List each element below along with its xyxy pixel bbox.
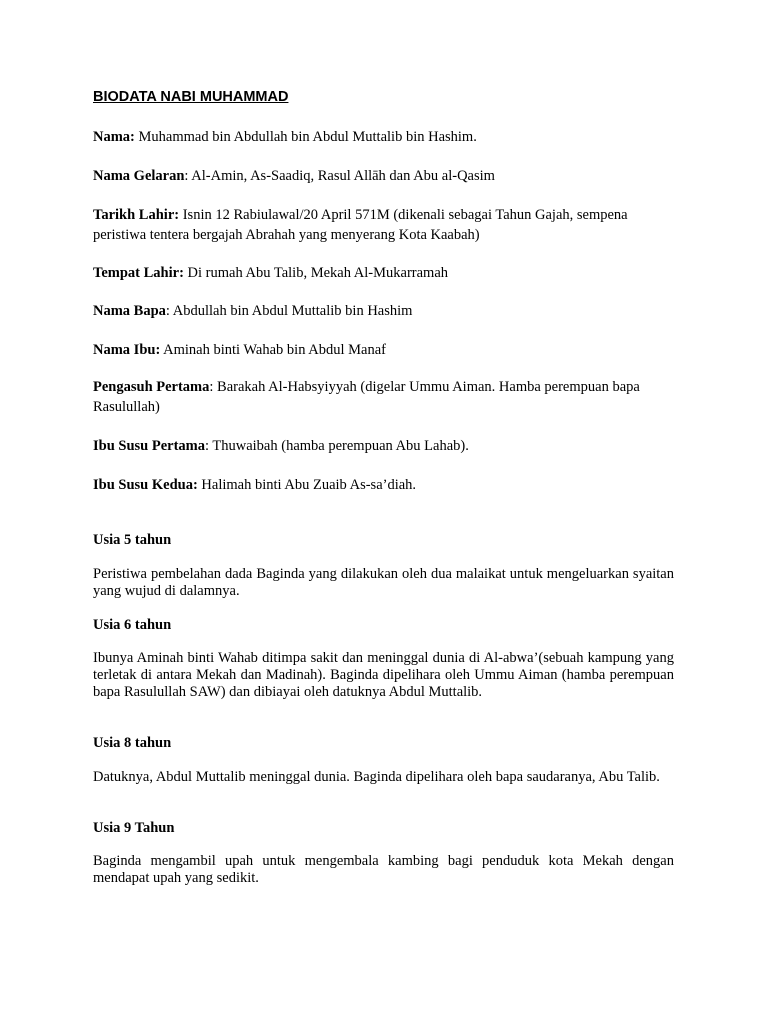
section-text-usia-9: Baginda mengambil upah untuk mengembala kambing bagi penduduk kota Mekah dengan mendapat upah yang sedikit. <box>93 853 674 886</box>
field-label: Nama Gelaran <box>93 168 185 184</box>
field-value: : Thuwaibah (hamba perempuan Abu Lahab). <box>205 438 469 454</box>
section-text-usia-8: Datuknya, Abdul Muttalib meninggal dunia. Baginda dipelihara oleh bapa saudaranya, Abu Talib. <box>93 769 660 785</box>
field-tempat-lahir <box>93 263 674 283</box>
document-page <box>93 0 674 1024</box>
section-text-usia-5: Peristiwa pembelahan dada Baginda yang dilakukan oleh dua malaikat untuk mengeluarkan syaitan yang wujud di dalamnya. <box>93 566 674 599</box>
field-value: : Abdullah bin Abdul Muttalib bin Hashim <box>165 303 413 319</box>
field-tarikh-lahir <box>93 205 674 245</box>
field-label: Nama: <box>93 129 135 145</box>
section-heading-usia-8: Usia 8 tahun <box>93 735 172 751</box>
field-nama-gelaran <box>93 166 674 186</box>
field-nama-bapa <box>93 301 674 321</box>
field-label: Nama Ibu: <box>93 342 161 358</box>
field-value: Di rumah Abu Talib, Mekah Al-Mukarramah <box>183 265 449 281</box>
field-nama <box>93 127 674 147</box>
section-heading-usia-9: Usia 9 Tahun <box>93 820 175 836</box>
field-value: Aminah binti Wahab bin Abdul Manaf <box>160 342 386 358</box>
section-text-usia-6: Ibunya Aminah binti Wahab ditimpa sakit dan meninggal dunia di Al-abwa’(sebuah kampung yang terletak di antara Mekah dan Madinah). Baginda dipelihara oleh Ummu Aiman (hamba perempuan bapa Rasulullah SAW) dan dibiayai oleh datuknya Abdul Muttalib. <box>93 650 674 700</box>
field-value: : Barakah Al-Habsyiyyah (digelar Ummu Aiman. Hamba perempuan bapa Rasulullah) <box>93 379 640 415</box>
field-ibu-susu-pertama <box>93 436 674 456</box>
field-ibu-susu-kedua <box>93 475 674 495</box>
field-value: : Al-Amin, As-Saadiq, Rasul Allāh dan Abu al-Qasim <box>184 168 495 184</box>
field-label: Pengasuh Pertama <box>93 379 210 395</box>
section-heading-usia-6: Usia 6 tahun <box>93 617 172 633</box>
field-nama-ibu <box>93 340 674 360</box>
field-value: Isnin 12 Rabiulawal/20 April 571M (dikenali sebagai Tahun Gajah, sempena peristiwa tentera bergajah Abrahah yang menyerang Kota Kaabah) <box>93 207 628 243</box>
section-heading-usia-5: Usia 5 tahun <box>93 532 172 548</box>
field-label: Ibu Susu Pertama <box>93 438 205 454</box>
field-label: Tarikh Lahir: <box>93 207 180 223</box>
field-label: Ibu Susu Kedua: <box>93 477 198 493</box>
field-label: Tempat Lahir: <box>93 265 184 281</box>
document-title: BIODATA NABI MUHAMMAD <box>93 89 289 105</box>
field-value: Halimah binti Abu Zuaib As-sa’diah. <box>197 477 417 493</box>
field-pengasuh-pertama <box>93 377 653 417</box>
field-value: Muhammad bin Abdullah bin Abdul Muttalib bin Hashim. <box>134 129 477 145</box>
field-label: Nama Bapa <box>93 303 166 319</box>
